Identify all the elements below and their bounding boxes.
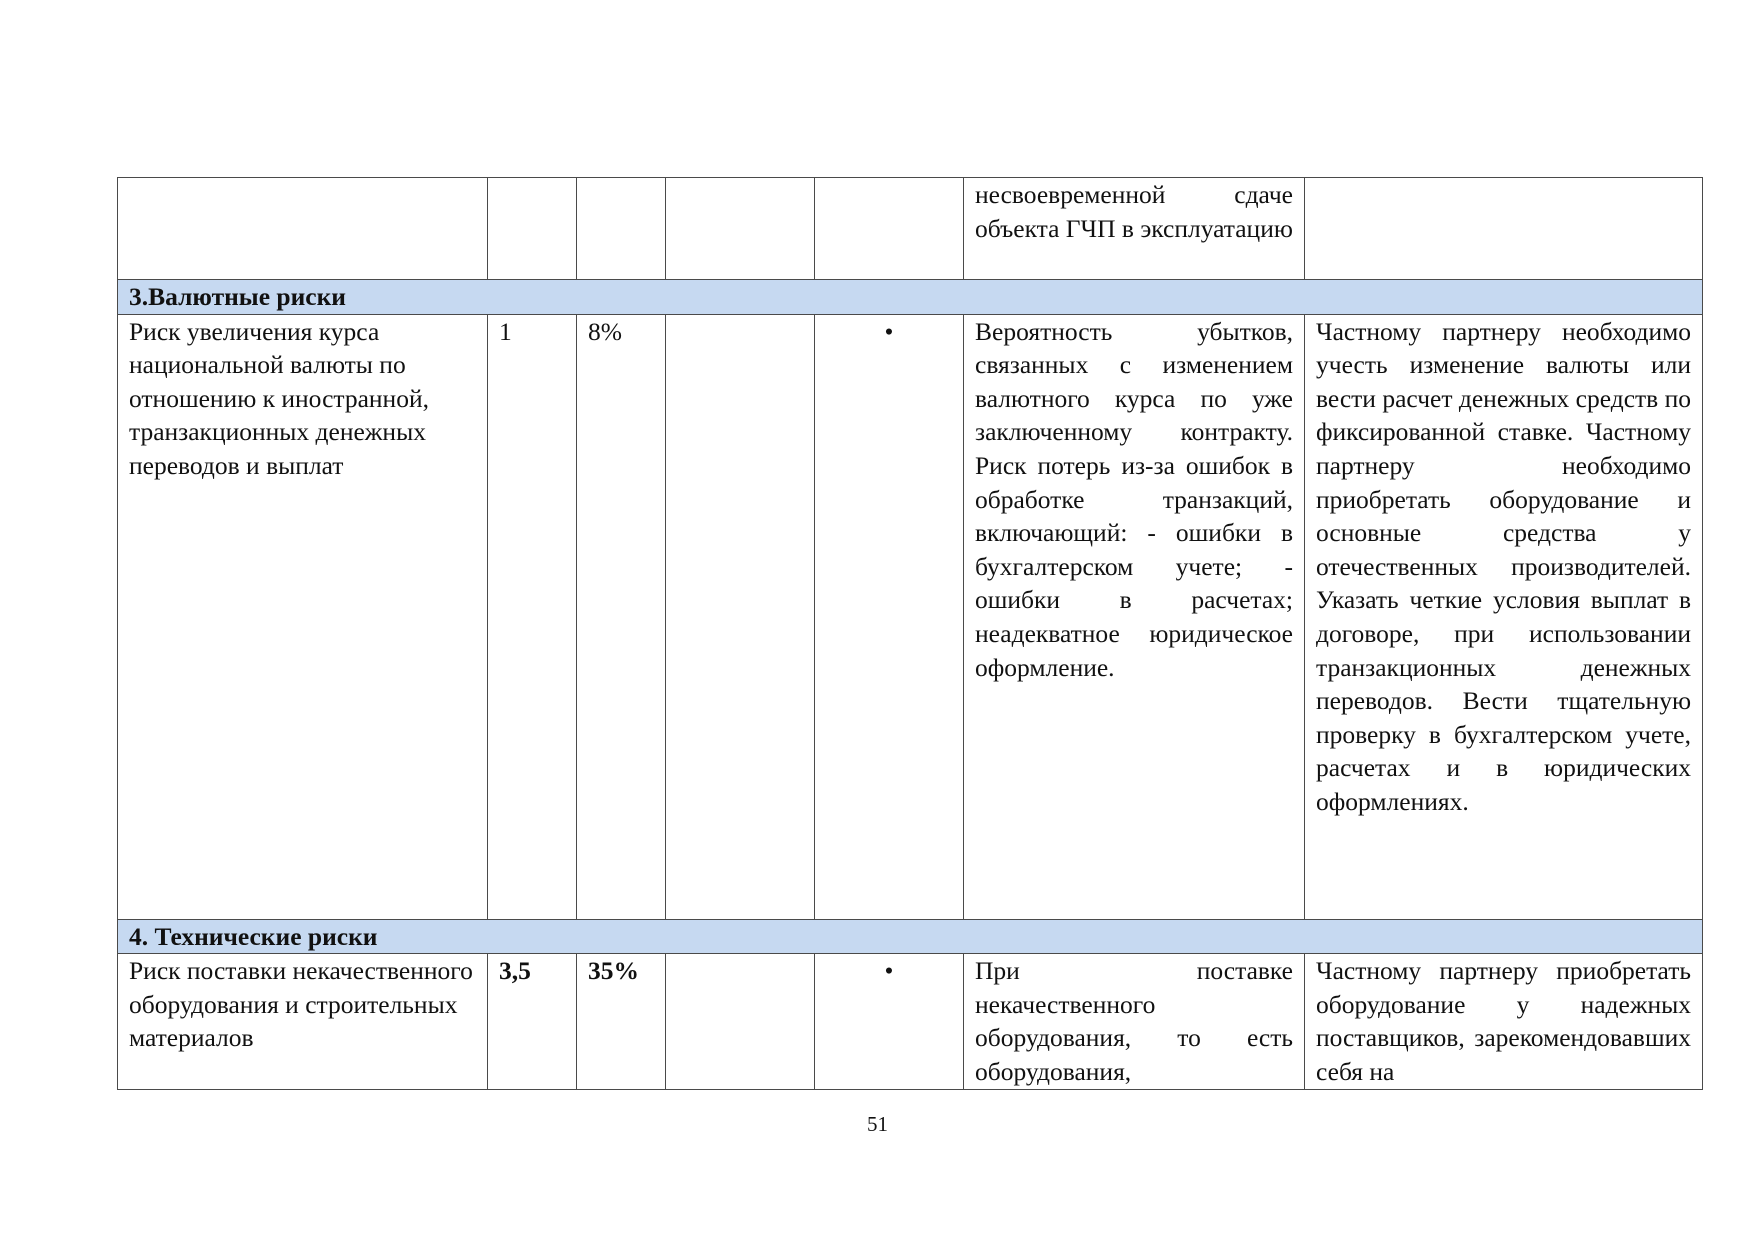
table-row-continuation: [118, 178, 1703, 280]
page-number: 51: [867, 1112, 888, 1136]
level-mark: •: [884, 316, 894, 346]
measures-cell: [1305, 178, 1703, 280]
description-cell: несвоевременной сдаче объекта ГЧП в эксплуатацию: [964, 178, 1305, 280]
level-cell: [666, 954, 815, 1089]
section-header-technical-risks: [118, 919, 1703, 954]
section-title: 3.Валютные риски: [118, 280, 1703, 315]
percent-cell: 8%: [577, 314, 666, 919]
risk-cell: Риск поставки некачественного оборудования и строительных материалов: [118, 954, 488, 1089]
level-cell: [815, 178, 964, 280]
section-header-currency-risks: [118, 280, 1703, 315]
section-title: 4. Технические риски: [118, 919, 1703, 954]
level-cell: [666, 314, 815, 919]
description-cell: При поставке некачественного оборудования, то есть оборудования,: [964, 954, 1305, 1089]
measures-cell: Частному партнеру приобретать оборудование у надежных поставщиков, зарекомендовавших себя на: [1305, 954, 1703, 1089]
description-cell: Вероятность убытков, связанных с изменением валютного курса по уже заключенному контракту. Риск потерь из-за ошибок в обработке транзакций, включающий: - ошибки в бухгалтерском учете; - ошибки в расчетах; неадекватное юридическое оформление.: [964, 314, 1305, 919]
percent-cell: 35%: [577, 954, 666, 1089]
level-mark: •: [884, 956, 894, 986]
risk-table: [117, 177, 1703, 1090]
table-row: [118, 954, 1703, 1089]
score-cell: 1: [488, 314, 577, 919]
level-cell: [815, 314, 964, 919]
table-row: [118, 314, 1703, 919]
risk-cell: Риск увеличения курса национальной валюты по отношению к иностранной, транзакционных денежных переводов и выплат: [118, 314, 488, 919]
risk-cell: [118, 178, 488, 280]
score-cell: 3,5: [488, 954, 577, 1089]
measures-cell: Частному партнеру необходимо учесть изменение валюты или вести расчет денежных средств по фиксированной ставке. Частному партнеру необходимо приобретать оборудование и основные средства у отечественных производителей. Указать четкие условия выплат в договоре, при использовании транзакционных денежных переводов. Вести тщательную проверку в бухгалтерском учете, расчетах и в юридических оформлениях.: [1305, 314, 1703, 919]
percent-cell: [577, 178, 666, 280]
level-cell: [666, 178, 815, 280]
score-cell: [488, 178, 577, 280]
level-cell: [815, 954, 964, 1089]
